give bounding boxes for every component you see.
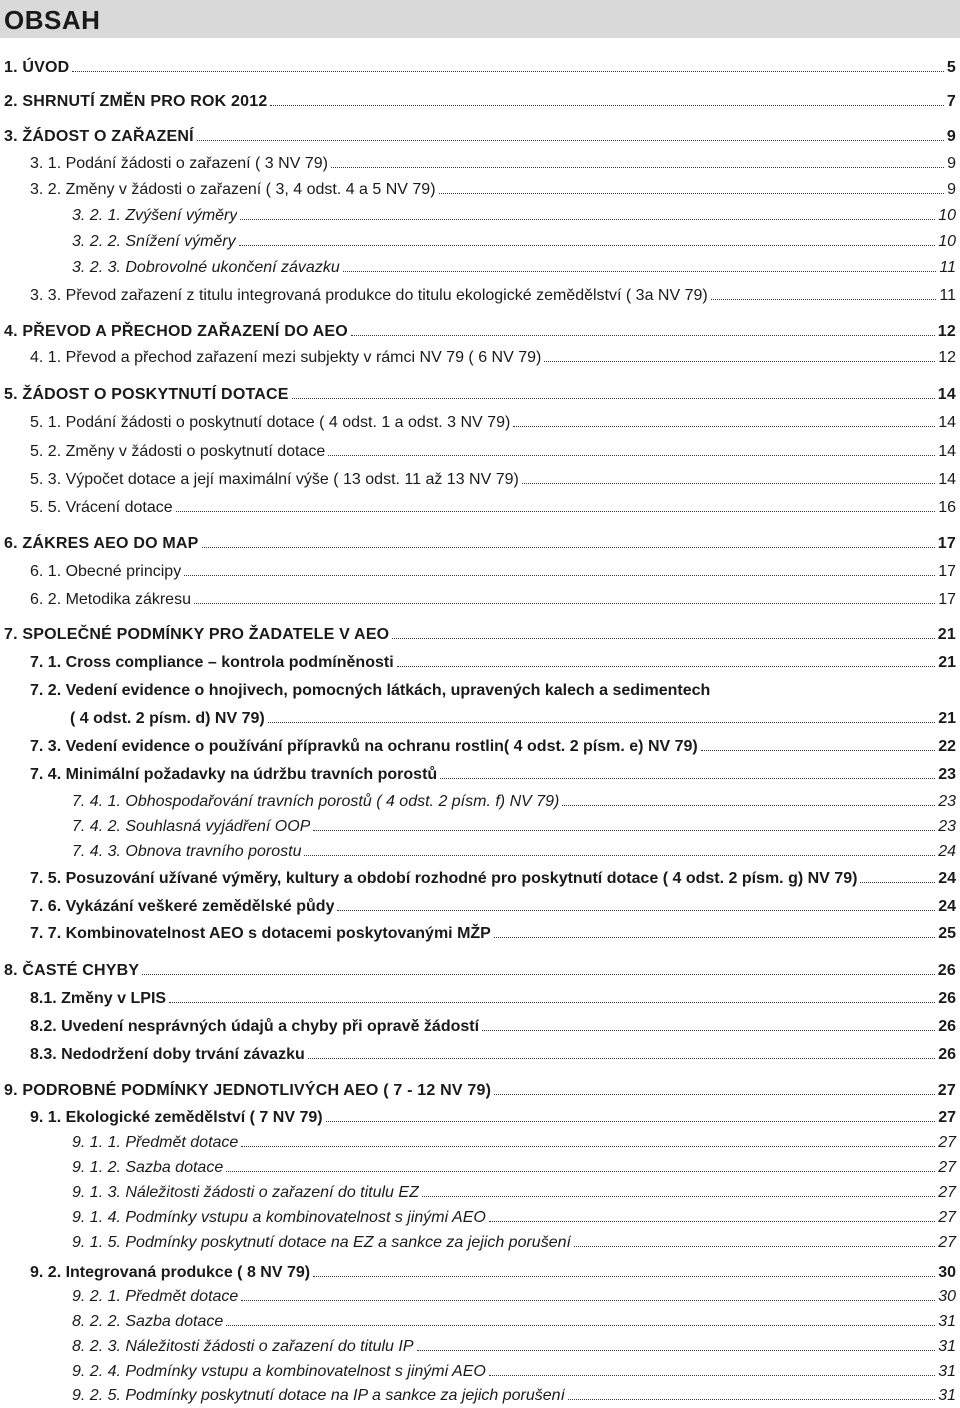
toc-entry-first-line[interactable]: 7. 2. Vedení evidence o hnojivech, pomocných látkách, upravených kalech a sedimentech <box>30 682 711 699</box>
toc-entry[interactable]: 5. 1. Podání žádosti o poskytnutí dotace ( 4 odst. 1 a odst. 3 NV 79) 14 <box>30 414 956 431</box>
toc-entry[interactable]: 7. 5. Posuzování užívané výměry, kultury a období rozhodné pro poskytnutí dotace ( 4 odst. 2 písm. g) NV 79) 24 <box>30 870 956 887</box>
toc-entry[interactable]: 9. 2. 1. Předmět dotace 30 <box>72 1288 956 1305</box>
toc-entry[interactable]: 3. 2. 2. Snížení výměry 10 <box>72 233 956 250</box>
toc-entry[interactable]: 7. 3. Vedení evidence o používání přípravků na ochranu rostlin( 4 odst. 2 písm. e) NV 79) 22 <box>30 738 956 755</box>
toc-entry[interactable]: 7. 1. Cross compliance – kontrola podmíněnosti 21 <box>30 654 956 671</box>
toc-entry[interactable]: 8.1. Změny v LPIS 26 <box>30 990 956 1007</box>
toc-entry[interactable]: 8.3. Nedodržení doby trvání závazku 26 <box>30 1046 956 1063</box>
toc-entry[interactable]: 3. 1. Podání žádosti o zařazení ( 3 NV 79) 9 <box>30 155 956 172</box>
toc-entry[interactable]: 7. 7. Kombinovatelnost AEO s dotacemi poskytovanými MŽP 25 <box>30 925 956 942</box>
toc-entry[interactable]: 9. 1. 2. Sazba dotace 27 <box>72 1159 956 1176</box>
toc-entry[interactable]: 8. 2. 3. Náležitosti žádosti o zařazení do titulu IP 31 <box>72 1338 956 1355</box>
toc-entry[interactable]: 9. 1. 5. Podmínky poskytnutí dotace na EZ a sankce za jejich porušení 27 <box>72 1234 956 1251</box>
toc-entry[interactable]: 9. 2. 4. Podmínky vstupu a kombinovatelnost s jinými AEO 31 <box>72 1363 956 1380</box>
toc-entry[interactable]: 4. 1. Převod a přechod zařazení mezi subjekty v rámci NV 79 ( 6 NV 79) 12 <box>30 349 956 366</box>
toc-entry[interactable]: 9. 1. 1. Předmět dotace 27 <box>72 1134 956 1151</box>
toc-entry[interactable]: 7. 4. 2. Souhlasná vyjádření OOP 23 <box>72 818 956 835</box>
toc-entry[interactable]: 6. ZÁKRES AEO DO MAP 17 <box>4 535 956 552</box>
toc-entry[interactable]: 7. 4. Minimální požadavky na údržbu travních porostů 23 <box>30 766 956 783</box>
toc-entry[interactable]: 9. 2. Integrovaná produkce ( 8 NV 79) 30 <box>30 1264 956 1281</box>
toc-entry[interactable]: 8.2. Uvedení nesprávných údajů a chyby při opravě žádostí 26 <box>30 1018 956 1035</box>
toc-entry[interactable]: 7. 4. 1. Obhospodařování travních porostů ( 4 odst. 2 písm. f) NV 79) 23 <box>72 793 956 810</box>
toc-entry[interactable]: 3. ŽÁDOST O ZAŘAZENÍ 9 <box>4 128 956 145</box>
toc-entry[interactable]: 5. ŽÁDOST O POSKYTNUTÍ DOTACE 14 <box>4 386 956 403</box>
toc-entry[interactable]: 9. 1. 3. Náležitosti žádosti o zařazení do titulu EZ 27 <box>72 1184 956 1201</box>
toc-entry[interactable]: 8. ČASTÉ CHYBY 26 <box>4 962 956 979</box>
toc-entry[interactable]: 9. PODROBNÉ PODMÍNKY JEDNOTLIVÝCH AEO ( 7 - 12 NV 79) 27 <box>4 1082 956 1099</box>
toc-entry[interactable]: 9. 1. 4. Podmínky vstupu a kombinovatelnost s jinými AEO 27 <box>72 1209 956 1226</box>
toc-heading: OBSAH <box>4 5 101 35</box>
toc-entry[interactable]: 5. 3. Výpočet dotace a její maximální výše ( 13 odst. 11 až 13 NV 79) 14 <box>30 471 956 488</box>
toc-entry[interactable]: 3. 3. Převod zařazení z titulu integrovaná produkce do titulu ekologické zemědělství ( 3a NV 79) 11 <box>30 287 956 304</box>
toc-entry[interactable]: ( 4 odst. 2 písm. d) NV 79) 21 <box>70 710 956 727</box>
toc-heading-bar <box>0 0 960 38</box>
toc-entry[interactable]: 9. 1. Ekologické zemědělství ( 7 NV 79) 27 <box>30 1109 956 1126</box>
toc-entry[interactable]: 7. 6. Vykázání veškeré zemědělské půdy 24 <box>30 898 956 915</box>
toc-entry[interactable]: 8. 2. 2. Sazba dotace 31 <box>72 1313 956 1330</box>
toc-entry[interactable]: 1. ÚVOD 5 <box>4 59 956 76</box>
toc-entry[interactable]: 5. 5. Vrácení dotace 16 <box>30 499 956 516</box>
toc-entry[interactable]: 5. 2. Změny v žádosti o poskytnutí dotace 14 <box>30 443 956 460</box>
toc-entry[interactable]: 6. 2. Metodika zákresu 17 <box>30 591 956 608</box>
toc-entry[interactable]: 2. SHRNUTÍ ZMĚN PRO ROK 2012 7 <box>4 93 956 110</box>
toc-entry[interactable]: 7. SPOLEČNÉ PODMÍNKY PRO ŽADATELE V AEO 21 <box>4 626 956 643</box>
toc-entry[interactable]: 3. 2. Změny v žádosti o zařazení ( 3, 4 odst. 4 a 5 NV 79) 9 <box>30 181 956 198</box>
toc-entry[interactable]: 4. PŘEVOD A PŘECHOD ZAŘAZENÍ DO AEO 12 <box>4 323 956 340</box>
toc-entry[interactable]: 9. 2. 5. Podmínky poskytnutí dotace na IP a sankce za jejich porušení 31 <box>72 1387 956 1404</box>
toc-entry[interactable]: 3. 2. 1. Zvýšení výměry 10 <box>72 207 956 224</box>
toc-entry[interactable]: 7. 4. 3. Obnova travního porostu 24 <box>72 843 956 860</box>
toc-entry[interactable]: 6. 1. Obecné principy 17 <box>30 563 956 580</box>
toc-entry[interactable]: 3. 2. 3. Dobrovolné ukončení závazku 11 <box>72 259 956 276</box>
